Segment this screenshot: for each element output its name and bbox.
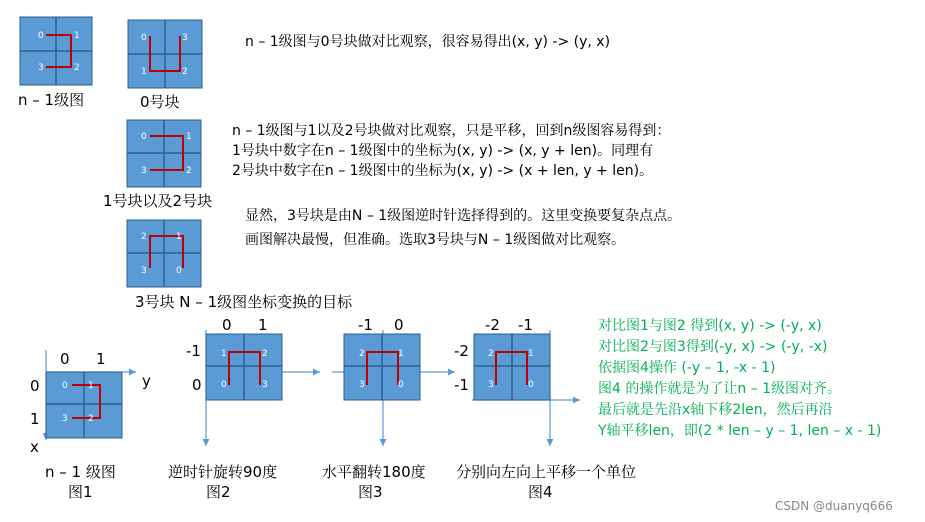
row2-line2: 1号块中数字在n – 1级图中的坐标为(x, y) -> (x, y + len)。同理有 (232, 143, 654, 159)
fig3-diagram (332, 330, 455, 446)
blk0-cell-0: 0 (141, 33, 147, 43)
row3-line1: 显然，3号块是由N – 1级图逆时针选择得到的。这里变换要复杂点点。 (245, 208, 682, 224)
block0-grid (128, 20, 202, 88)
fig3-top-1: 0 (394, 316, 404, 334)
blk0-cell-2: 2 (182, 67, 188, 77)
fig1-cell-0: 0 (62, 381, 68, 391)
fig3-caption-1: 水平翻转180度 (322, 463, 426, 481)
fig1-left-0: 0 (30, 377, 40, 395)
fig4-top-0: -2 (485, 316, 500, 334)
fig1-caption-2: 图1 (68, 483, 93, 501)
fig4-diagram (472, 330, 580, 446)
fig3-cell-3: 3 (359, 380, 365, 390)
fig4-cell-3: 3 (488, 380, 494, 390)
blk3-cell-1: 1 (176, 232, 182, 242)
green-note-4: 图4 的操作就是为了让n – 1级图对齐。 (598, 381, 842, 397)
row3-line2: 画图解决最慢，但准确。选取3号块与N – 1级图做对比观察。 (245, 232, 626, 248)
fig2-cell-1: 1 (221, 349, 227, 359)
row1-description: n – 1级图与0号块做对比观察，很容易得出(x, y) -> (y, x) (245, 34, 611, 50)
green-note-1: 对比图1与图2 得到(x, y) -> (-y, x) (598, 318, 822, 334)
fig4-top-1: -1 (518, 316, 533, 334)
blk12-cell-1: 1 (186, 132, 192, 142)
fig3-cell-1: 1 (398, 349, 404, 359)
green-note-5: 最后就是先沿x轴下移2len，然后再沿 (598, 402, 833, 418)
fig2-left-1: 0 (192, 376, 202, 394)
fig3-caption-2: 图3 (358, 483, 383, 501)
green-note-6: Y轴平移len，即(2 * len – y – 1, len – x - 1) (598, 423, 882, 439)
blk3-cell-0: 0 (176, 266, 182, 276)
fig1-cell-2: 2 (88, 414, 94, 424)
caption-block12: 1号块以及2号块 (103, 192, 213, 210)
n1-cell-3: 3 (38, 63, 44, 73)
fig3-cell-0: 0 (398, 380, 404, 390)
n1-grid (20, 17, 92, 85)
watermark: CSDN @duanyq666 (775, 499, 893, 513)
fig2-caption-1: 逆时针旋转90度 (168, 463, 278, 481)
block12-grid (127, 120, 201, 187)
n1-cell-0: 0 (38, 31, 44, 41)
green-note-2: 对比图2与图3得到(-y, x) -> (-y, -x) (598, 339, 828, 355)
fig1-cell-1: 1 (88, 381, 94, 391)
fig4-caption-1: 分别向左向上平移一个单位 (456, 463, 637, 481)
fig4-left-0: -2 (454, 342, 469, 360)
caption-block0: 0号块 (140, 93, 180, 111)
fig4-cell-2: 2 (488, 349, 494, 359)
fig2-top-0: 0 (222, 316, 232, 334)
green-note-3: 依据图4操作 (-y – 1, -x - 1) (598, 360, 776, 376)
n1-cell-1: 1 (74, 31, 80, 41)
row2-line1: n – 1级图与1以及2号块做对比观察，只是平移，回到n级图容易得到： (232, 123, 671, 139)
caption-n1: n – 1级图 (18, 91, 85, 109)
fig1-cell-3: 3 (62, 414, 68, 424)
fig3-cell-2: 2 (359, 349, 365, 359)
fig2-caption-2: 图2 (206, 483, 231, 501)
fig1-caption-1: n – 1 级图 (45, 463, 116, 481)
fig2-cell-0: 0 (221, 380, 227, 390)
blk3-cell-3: 3 (141, 266, 147, 276)
blk3-cell-2: 2 (141, 232, 147, 242)
row2-line3: 2号块中数字在n – 1级图中的坐标为(x, y) -> (x + len, y + len)。 (232, 163, 654, 179)
fig2-top-1: 1 (258, 316, 268, 334)
fig4-cell-0: 0 (528, 380, 534, 390)
fig1-top-1: 1 (96, 350, 106, 368)
fig4-caption-2: 图4 (528, 483, 553, 501)
fig2-diagram (206, 330, 320, 446)
blk0-cell-1: 1 (141, 67, 147, 77)
fig1-left-1: 1 (30, 410, 40, 428)
caption-block3: 3号块 N – 1级图坐标变换的目标 (135, 293, 353, 311)
blk12-cell-0: 0 (141, 132, 147, 142)
fig1-top-0: 0 (60, 350, 70, 368)
fig4-left-1: -1 (454, 376, 469, 394)
block3-grid (127, 220, 201, 287)
blk12-cell-3: 3 (141, 166, 147, 176)
fig2-cell-2: 2 (262, 349, 268, 359)
n1-cell-2: 2 (74, 63, 80, 73)
fig2-left-0: -1 (186, 342, 201, 360)
fig1-axis-x: x (30, 438, 39, 456)
fig4-cell-1: 1 (528, 349, 534, 359)
fig2-cell-3: 3 (262, 380, 268, 390)
blk0-cell-3: 3 (182, 33, 188, 43)
blk12-cell-2: 2 (186, 166, 192, 176)
fig3-top-0: -1 (358, 316, 373, 334)
fig1-axis-y: y (142, 372, 151, 390)
